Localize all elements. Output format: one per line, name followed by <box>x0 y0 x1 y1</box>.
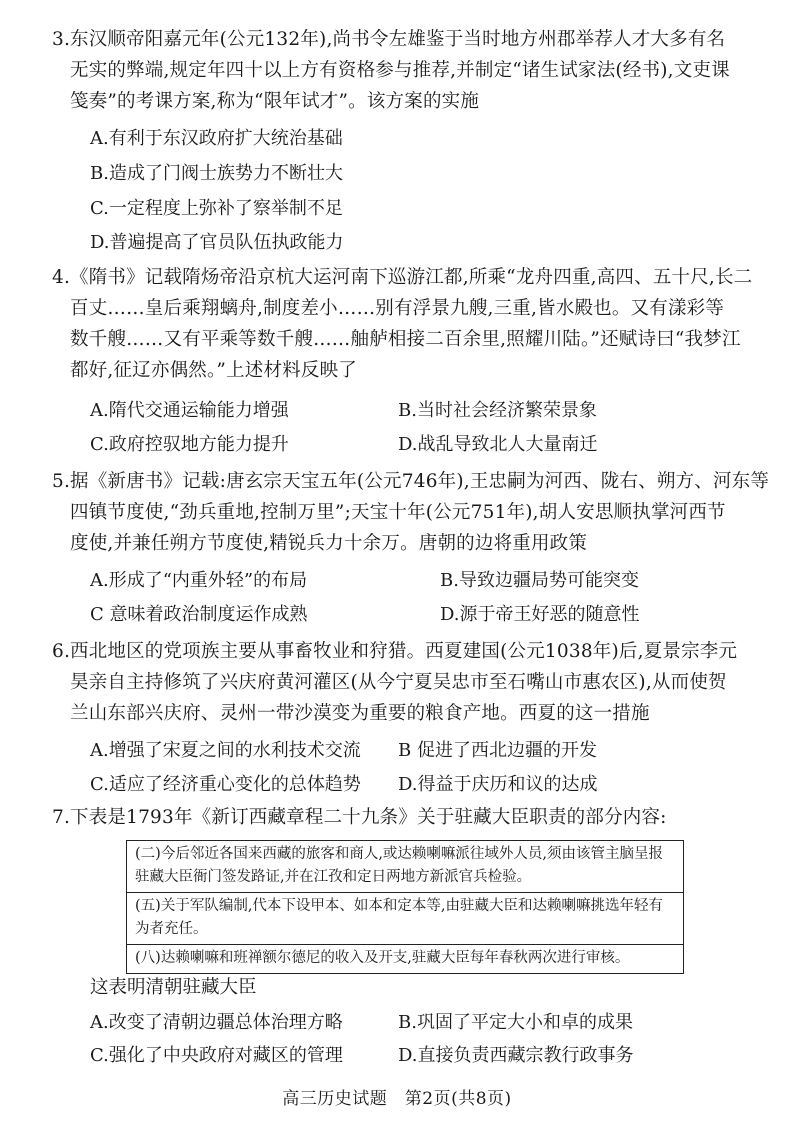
option-6b[interactable]: B 促进了西北边疆的开发 <box>398 740 597 761</box>
page-footer: 高三历史试题 第2页(共8页) <box>282 1089 512 1109</box>
question-number: 4. <box>52 267 71 288</box>
option-7b[interactable]: B.巩固了平定大小和卓的成果 <box>398 1012 633 1033</box>
table-row: (八)达赖喇嘛和班禅额尔德尼的收入及开支,驻藏大臣每年春秋两次进行审核。 <box>135 950 630 966</box>
question-number: 3. <box>52 29 71 50</box>
question-4-line-4: 都好,征辽亦偶然。”上述材料反映了 <box>70 360 357 381</box>
table-row: (五)关于军队编制,代本下设甲本、如本和定本等,由驻藏大臣和达赖喇嘛挑选年轻有为者充任。 <box>127 893 683 945</box>
option-5c[interactable]: C 意味着政治制度运作成熟 <box>90 604 308 625</box>
question-5-line-3: 度使,并兼任朔方节度使,精锐兵力十余万。唐朝的边将重用政策 <box>70 533 588 554</box>
question-5-line-2: 四镇节度使,“劲兵重地,控制万里”;天宝十年(公元751年),胡人安思顺执掌河西节 <box>70 502 726 523</box>
question-4-line-2: 百丈……皇后乘翔螭舟,制度差小……别有浮景九艘,三重,皆水殿也。又有漾彩等 <box>70 298 725 319</box>
option-4a[interactable]: A.隋代交通运输能力增强 <box>90 400 289 421</box>
option-7d[interactable]: D.直接负责西藏宗教行政事务 <box>398 1045 634 1066</box>
question-number: 5. <box>52 471 71 492</box>
option-5b[interactable]: B.导致边疆局势可能突变 <box>440 570 639 591</box>
option-4c[interactable]: C.政府控驭地方能力提升 <box>90 434 289 455</box>
option-5d[interactable]: D.源于帝王好恶的随意性 <box>440 604 640 625</box>
question-7-line-1: 7. 下表是1793年《新订西藏章程二十九条》关于驻藏大臣职责的部分内容: <box>70 802 760 833</box>
option-6c[interactable]: C.适应了经济重心变化的总体趋势 <box>90 774 361 795</box>
question-3-line-2: 无实的弊端,规定年四十以上方有资格参与推荐,并制定“诸生试家法(经书),文吏课 <box>70 60 730 81</box>
option-5a[interactable]: A.形成了“内重外轻”的布局 <box>90 570 308 591</box>
question-number: 6. <box>52 641 71 662</box>
option-3d[interactable]: D.普遍提高了官员队伍执政能力 <box>90 232 344 253</box>
question-6-line-2: 昊亲自主持修筑了兴庆府黄河灌区(从今宁夏吴忠市至石嘴山市惠农区),从而使贺 <box>70 672 727 693</box>
option-3c[interactable]: C.一定程度上弥补了察举制不足 <box>90 198 343 219</box>
question-3-line-1: 3. 东汉顺帝阳嘉元年(公元132年),尚书令左雄鉴于当时地方州郡举荐人才大多有名 <box>70 24 760 55</box>
question-6 <box>52 636 760 729</box>
question-6-line-3: 兰山东部兴庆府、灵州一带沙漠变为重要的粮食产地。西夏的这一措施 <box>70 703 650 724</box>
question-7 <box>52 802 760 833</box>
option-6a[interactable]: A.增强了宋夏之间的水利技术交流 <box>90 740 361 761</box>
option-6d[interactable]: D.得益于庆历和议的达成 <box>398 774 598 795</box>
option-4b[interactable]: B.当时社会经济繁荣景象 <box>398 400 597 421</box>
option-7a[interactable]: A.改变了清朝边疆总体治理方略 <box>90 1012 343 1033</box>
table-row: (二)今后邻近各国来西藏的旅客和商人,或达赖喇嘛派往域外人员,须由该管主脑呈报驻藏大臣衙门签发路证,并在江孜和定日两地方新派官兵检验。 <box>127 841 683 893</box>
question-6-line-1: 6. 西北地区的党项族主要从事畜牧业和狩猎。西夏建国(公元1038年)后,夏景宗李元 <box>70 636 760 667</box>
question-5-line-1: 5. 据《新唐书》记载:唐玄宗天宝五年(公元746年),王忠嗣为河西、陇右、朔方、河东等 <box>70 466 760 497</box>
option-7c[interactable]: C.强化了中央政府对藏区的管理 <box>90 1045 343 1066</box>
option-3a[interactable]: A.有利于东汉政府扩大统治基础 <box>90 128 343 149</box>
question-3-line-3: 笺奏”的考课方案,称为“限年试才”。该方案的实施 <box>70 91 480 112</box>
question-7-stem: 这表明清朝驻藏大臣 <box>90 977 257 998</box>
question-4-line-1: 4. 《隋书》记载隋炀帝沿京杭大运河南下巡游江都,所乘“龙舟四重,高四、五十尺,长二 <box>70 262 760 293</box>
option-4d[interactable]: D.战乱导致北人大量南迁 <box>398 434 598 455</box>
option-3b[interactable]: B.造成了门阀士族势力不断壮大 <box>90 163 343 184</box>
question-number: 7. <box>52 807 71 828</box>
question-3 <box>52 24 760 117</box>
regulations-table <box>126 840 684 974</box>
question-4 <box>52 262 760 386</box>
question-4-line-3: 数千艘……又有平乘等数千艘……舳舻相接二百余里,照耀川陆。”还赋诗曰“我梦江 <box>70 329 741 350</box>
question-5 <box>52 466 770 559</box>
